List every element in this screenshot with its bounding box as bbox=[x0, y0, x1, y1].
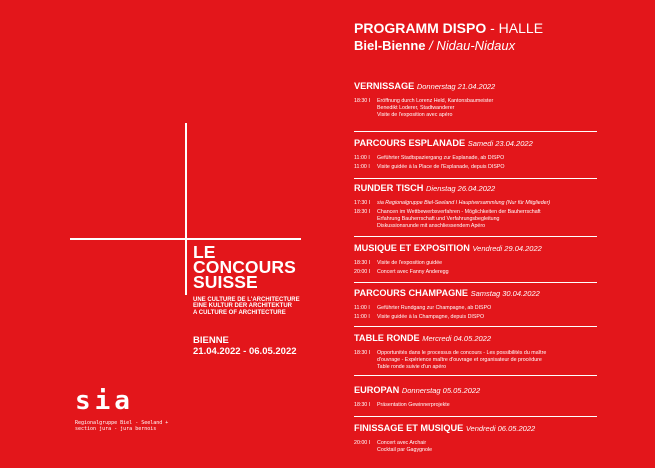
event-date: Vendredi 29.04.2022 bbox=[472, 244, 542, 253]
subtitle-line: A CULTURE OF ARCHITECTURE bbox=[193, 309, 286, 316]
event-item-time: 20:00 I bbox=[354, 440, 371, 446]
subtitle-line: UNE CULTURE DE L'ARCHITECTURE bbox=[193, 297, 300, 303]
event-heading bbox=[354, 288, 599, 299]
program-title-bold: PROGRAMM DISPO bbox=[354, 20, 487, 36]
divider-line bbox=[354, 416, 597, 417]
event-name: MUSIQUE ET EXPOSITION bbox=[354, 243, 470, 253]
event-6 bbox=[354, 385, 599, 411]
event-item-time: 18:30 I bbox=[354, 98, 371, 104]
event-item bbox=[354, 314, 599, 321]
event-date: Donnerstag 21.04.2022 bbox=[416, 82, 496, 91]
event-item bbox=[354, 209, 599, 230]
event-item-line: Cocktail par Gagygnole bbox=[377, 447, 433, 453]
event-7 bbox=[354, 423, 599, 456]
divider-line bbox=[354, 326, 597, 327]
event-item-line: Concert avec Archair bbox=[377, 440, 427, 446]
event-name: PARCOURS ESPLANADE bbox=[354, 138, 466, 148]
exhibition-title bbox=[193, 242, 296, 292]
program-place-rest: / Nidau-Nidaux bbox=[425, 38, 516, 53]
event-2 bbox=[354, 183, 599, 232]
event-item bbox=[354, 155, 599, 162]
event-item-line: Visite guidée à la Champagne, depuis DISPO bbox=[377, 314, 485, 320]
event-date: Vendredi 06.05.2022 bbox=[465, 424, 536, 433]
program-place-bold: Biel-Bienne bbox=[354, 38, 426, 53]
event-item-line: Visite de l'exposition avec apéro bbox=[377, 112, 453, 118]
event-date: Donnerstag 05.05.2022 bbox=[401, 386, 481, 395]
cross-vertical-line bbox=[185, 123, 187, 295]
event-item bbox=[354, 269, 599, 276]
logo-sub-line: Regionalgruppe Biel - Seeland + bbox=[75, 420, 169, 426]
event-5 bbox=[354, 333, 599, 373]
event-name: EUROPAN bbox=[354, 385, 400, 395]
event-3 bbox=[354, 243, 599, 278]
event-item-line: sia Regionalgruppe Biel-Seeland I Hauptversammlung (Nur für Mitglieder) bbox=[377, 200, 551, 206]
event-item-line: Geführter Rundgang zur Champagne, ab DISPO bbox=[377, 305, 492, 311]
divider-line bbox=[354, 375, 597, 376]
event-name: VERNISSAGE bbox=[354, 81, 415, 91]
event-heading bbox=[354, 138, 599, 149]
logo-sub-line: section jura - jura bernois bbox=[75, 426, 157, 432]
event-date: Samstag 30.04.2022 bbox=[470, 289, 540, 298]
event-heading bbox=[354, 243, 599, 254]
event-item-line: Opportunités dans le processus de concours - Les possibilités du maître bbox=[377, 350, 547, 356]
event-name: PARCOURS CHAMPAGNE bbox=[354, 288, 468, 298]
event-date: Samedi 23.04.2022 bbox=[467, 139, 533, 148]
event-heading bbox=[354, 333, 599, 344]
sia-logo-subtitle bbox=[75, 420, 168, 432]
subtitle-line: EINE KULTUR DER ARCHITEKTUR bbox=[193, 303, 292, 310]
event-item-line: Diskussionsrunde mit anschliessendem Apéro bbox=[377, 223, 486, 229]
event-item-line: Table ronde suivie d'un apéro bbox=[377, 364, 447, 370]
event-date: Dienstag 26.04.2022 bbox=[425, 184, 496, 193]
event-item-time: 17:30 I bbox=[354, 200, 371, 206]
program-title-rest: - HALLE bbox=[486, 20, 544, 36]
event-0 bbox=[354, 81, 599, 121]
event-name: RUNDER TISCH bbox=[354, 183, 424, 193]
event-item bbox=[354, 350, 599, 371]
program-place bbox=[354, 37, 515, 54]
event-item-line: Eröffnung durch Lorenz Held, Kantonsbaumeister bbox=[377, 98, 494, 104]
event-item-time: 18:30 I bbox=[354, 209, 371, 215]
event-item-line: Erfahrung Bauherrschaft und Verfahrungsbegleitung bbox=[377, 216, 500, 222]
event-item-time: 18:30 I bbox=[354, 260, 371, 266]
event-item-line: Visite guidée à la Place de l'Esplanade, depuis DISPO bbox=[377, 164, 505, 170]
event-item-time: 11:00 I bbox=[354, 164, 370, 170]
event-item-time: 11:00 I bbox=[354, 305, 370, 311]
event-heading bbox=[354, 183, 599, 194]
event-item bbox=[354, 200, 599, 207]
event-1 bbox=[354, 138, 599, 173]
event-item bbox=[354, 440, 599, 454]
exhibition-location bbox=[193, 335, 297, 357]
sia-logo: sia bbox=[75, 386, 134, 416]
program-title bbox=[354, 20, 543, 37]
divider-line bbox=[354, 282, 597, 283]
event-name: TABLE RONDE bbox=[354, 333, 420, 343]
event-heading bbox=[354, 385, 599, 396]
exhibition-subtitle bbox=[193, 297, 300, 316]
event-item-line: Präsentation Gewinnerprojekte bbox=[377, 402, 450, 408]
date-range: 21.04.2022 - 06.05.2022 bbox=[193, 346, 297, 357]
event-item-line: Concert avec Fanny Anderegg bbox=[377, 269, 449, 275]
divider-line bbox=[354, 236, 597, 237]
title-line: CONCOURS bbox=[193, 257, 296, 277]
event-item-time: 20:00 I bbox=[354, 269, 371, 275]
event-item bbox=[354, 260, 599, 267]
event-item bbox=[354, 305, 599, 312]
event-date: Mercredi 04.05.2022 bbox=[422, 334, 492, 343]
event-item-time: 18:30 I bbox=[354, 350, 371, 356]
event-4 bbox=[354, 288, 599, 323]
event-item bbox=[354, 402, 599, 409]
event-item-time: 11:00 I bbox=[354, 314, 370, 320]
event-item-line: Geführter Stadtspaziergang zur Esplanade, ab DISPO bbox=[377, 155, 505, 161]
event-item bbox=[354, 98, 599, 119]
city: BIENNE bbox=[193, 335, 229, 346]
event-heading bbox=[354, 81, 599, 92]
event-item-line: Chancen im Wettbewerbsverfahren - Möglichkeiten der Bauherrschaft bbox=[377, 209, 541, 215]
title-line: LE bbox=[193, 242, 216, 262]
event-item bbox=[354, 164, 599, 171]
event-item-line: Visite de l'exposition guidée bbox=[377, 260, 443, 266]
cross-horizontal-line bbox=[70, 238, 301, 240]
event-name: FINISSAGE ET MUSIQUE bbox=[354, 423, 464, 433]
title-line: SUISSE bbox=[193, 272, 258, 292]
event-item-time: 11:00 I bbox=[354, 155, 370, 161]
event-item-line: d'ouvrage - Expérience maître d'ouvrage et organisateur de procédure bbox=[377, 357, 542, 363]
event-item-time: 18:30 I bbox=[354, 402, 371, 408]
event-heading bbox=[354, 423, 599, 434]
divider-line bbox=[354, 178, 597, 179]
event-item-line: Benedikt Loderer, Stadtwanderer bbox=[377, 105, 455, 111]
divider-line bbox=[354, 131, 597, 132]
